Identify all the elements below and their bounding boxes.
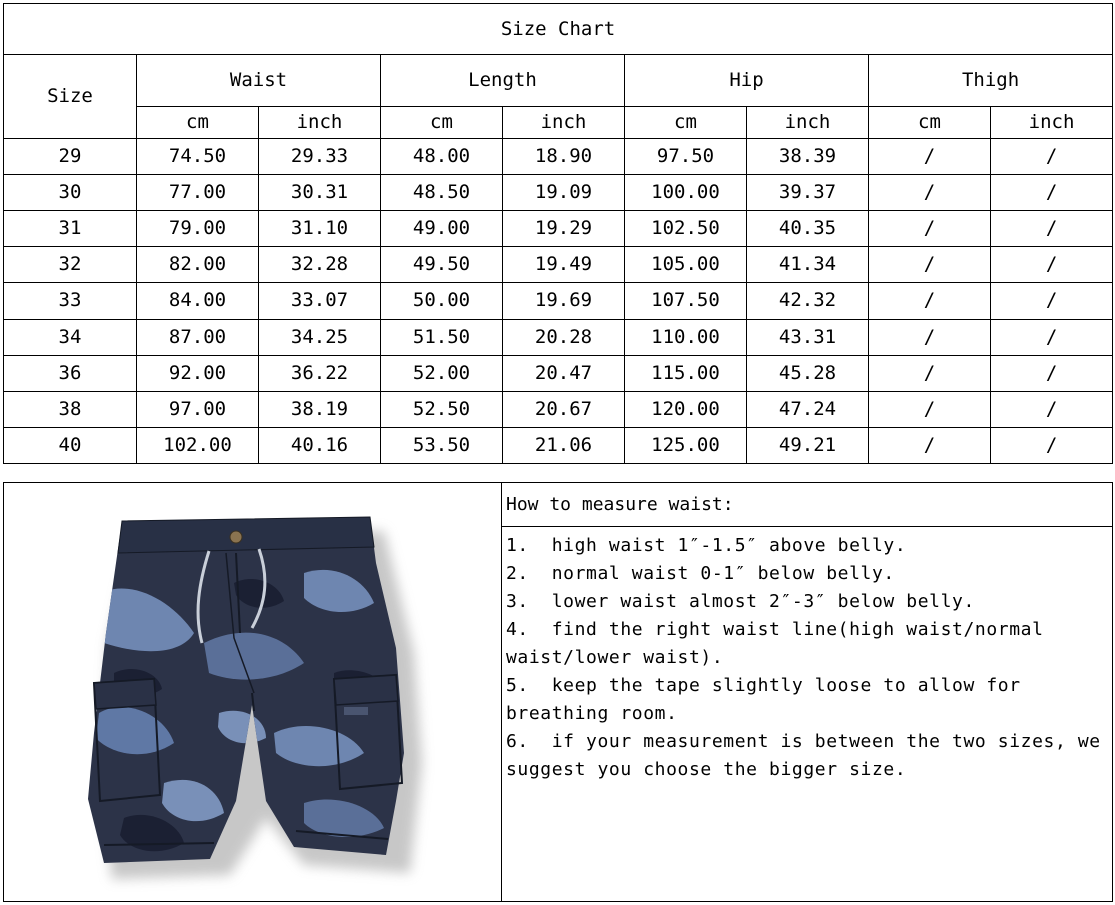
measurement-cell: 20.67 — [503, 391, 625, 427]
size-cell: 38 — [4, 391, 137, 427]
measurement-cell: 19.49 — [503, 247, 625, 283]
measurement-cell: 31.10 — [259, 211, 381, 247]
group-header-hip: Hip — [625, 55, 869, 107]
measurement-cell: / — [991, 391, 1113, 427]
measure-list — [502, 527, 1112, 784]
measurement-cell: 105.00 — [625, 247, 747, 283]
measurement-cell: 34.25 — [259, 319, 381, 355]
size-cell: 34 — [4, 319, 137, 355]
measurement-cell: 120.00 — [625, 391, 747, 427]
measurement-cell: 53.50 — [381, 427, 503, 463]
measurement-cell: / — [869, 139, 991, 175]
measurement-cell: 18.90 — [503, 139, 625, 175]
size-row — [4, 355, 1113, 391]
measurement-cell: / — [991, 355, 1113, 391]
measurement-cell: 97.50 — [625, 139, 747, 175]
measurement-cell: 102.50 — [625, 211, 747, 247]
measurement-cell: / — [991, 211, 1113, 247]
measurement-cell: / — [869, 211, 991, 247]
measurement-cell: 20.47 — [503, 355, 625, 391]
measurement-cell: 41.34 — [747, 247, 869, 283]
measurement-cell: 33.07 — [259, 283, 381, 319]
size-row — [4, 139, 1113, 175]
measurement-cell: 48.50 — [381, 175, 503, 211]
measurement-cell: 115.00 — [625, 355, 747, 391]
measure-item: 4. find the right waist line(high waist/normal waist/lower waist). — [506, 619, 1055, 668]
size-cell: 29 — [4, 139, 137, 175]
measurement-cell: 77.00 — [137, 175, 259, 211]
size-row — [4, 283, 1113, 319]
measurement-cell: 110.00 — [625, 319, 747, 355]
size-column-header: Size — [4, 55, 137, 139]
measurement-cell: 74.50 — [137, 139, 259, 175]
measurement-cell: / — [991, 175, 1113, 211]
size-cell: 40 — [4, 427, 137, 463]
measurement-cell: 52.50 — [381, 391, 503, 427]
measure-item: 5. keep the tape slightly loose to allow for breathing room. — [506, 675, 1033, 724]
measurement-cell: 40.35 — [747, 211, 869, 247]
size-row — [4, 391, 1113, 427]
measurement-cell: / — [991, 139, 1113, 175]
measurement-cell: 19.29 — [503, 211, 625, 247]
measurement-cell: 102.00 — [137, 427, 259, 463]
measurement-cell: / — [869, 283, 991, 319]
group-header-length: Length — [381, 55, 625, 107]
measurement-cell: / — [869, 391, 991, 427]
measurement-cell: 82.00 — [137, 247, 259, 283]
size-row — [4, 319, 1113, 355]
measurement-cell: 49.50 — [381, 247, 503, 283]
unit-header: inch — [991, 107, 1113, 139]
size-cell: 33 — [4, 283, 137, 319]
measurement-cell: 38.19 — [259, 391, 381, 427]
size-row — [4, 211, 1113, 247]
measurement-cell: 107.50 — [625, 283, 747, 319]
measurement-cell: 84.00 — [137, 283, 259, 319]
measurement-cell: 49.00 — [381, 211, 503, 247]
measurement-cell: / — [991, 319, 1113, 355]
size-chart-table — [3, 3, 1113, 464]
measurement-cell: / — [869, 427, 991, 463]
measurement-cell: 100.00 — [625, 175, 747, 211]
measurement-cell: 79.00 — [137, 211, 259, 247]
measurement-cell: 20.28 — [503, 319, 625, 355]
measure-item: 6. if your measurement is between the two sizes, we suggest you choose the bigger size. — [506, 731, 1113, 780]
unit-header: inch — [747, 107, 869, 139]
measurement-cell: 29.33 — [259, 139, 381, 175]
measure-item: 3. lower waist almost 2″-3″ below belly. — [506, 591, 975, 612]
measure-title: How to measure waist: — [502, 483, 1112, 527]
measurement-cell: / — [869, 319, 991, 355]
measurement-cell: 97.00 — [137, 391, 259, 427]
measurement-cell: 19.09 — [503, 175, 625, 211]
measurement-cell: 87.00 — [137, 319, 259, 355]
size-row — [4, 175, 1113, 211]
product-photo-panel — [3, 482, 502, 902]
measurement-cell: 45.28 — [747, 355, 869, 391]
measurement-cell: / — [991, 283, 1113, 319]
unit-header: cm — [625, 107, 747, 139]
measurement-cell: 49.21 — [747, 427, 869, 463]
measurement-cell: / — [869, 175, 991, 211]
size-rows — [4, 139, 1113, 464]
measurement-cell: 125.00 — [625, 427, 747, 463]
measurement-cell: / — [991, 427, 1113, 463]
size-cell: 31 — [4, 211, 137, 247]
measurement-cell: 36.22 — [259, 355, 381, 391]
measurement-cell: 50.00 — [381, 283, 503, 319]
size-cell: 32 — [4, 247, 137, 283]
group-header-waist: Waist — [137, 55, 381, 107]
measurement-cell: 51.50 — [381, 319, 503, 355]
measurement-cell: 43.31 — [747, 319, 869, 355]
group-header-thigh: Thigh — [869, 55, 1113, 107]
measurement-cell: 48.00 — [381, 139, 503, 175]
size-row — [4, 427, 1113, 463]
measurement-cell: 42.32 — [747, 283, 869, 319]
measurement-cell: 40.16 — [259, 427, 381, 463]
measurement-cell: 30.31 — [259, 175, 381, 211]
measurement-cell: 47.24 — [747, 391, 869, 427]
measurement-cell: 52.00 — [381, 355, 503, 391]
measurement-cell: 19.69 — [503, 283, 625, 319]
measurement-cell: 92.00 — [137, 355, 259, 391]
measure-instructions-panel — [501, 482, 1113, 902]
measurement-cell: 21.06 — [503, 427, 625, 463]
measurement-cell: / — [869, 247, 991, 283]
measurement-cell: 39.37 — [747, 175, 869, 211]
measure-item: 1. high waist 1″-1.5″ above belly. — [506, 535, 907, 556]
measurement-cell: 38.39 — [747, 139, 869, 175]
unit-header: inch — [259, 107, 381, 139]
size-row — [4, 247, 1113, 283]
size-cell: 30 — [4, 175, 137, 211]
measurement-cell: / — [869, 355, 991, 391]
unit-header: inch — [503, 107, 625, 139]
unit-header: cm — [137, 107, 259, 139]
size-cell: 36 — [4, 355, 137, 391]
unit-header: cm — [381, 107, 503, 139]
camo-cargo-shorts-icon — [4, 483, 502, 901]
size-chart-title: Size Chart — [4, 4, 1113, 55]
measurement-cell: 32.28 — [259, 247, 381, 283]
unit-header: cm — [869, 107, 991, 139]
measurement-cell: / — [991, 247, 1113, 283]
measure-item: 2. normal waist 0-1″ below belly. — [506, 563, 895, 584]
